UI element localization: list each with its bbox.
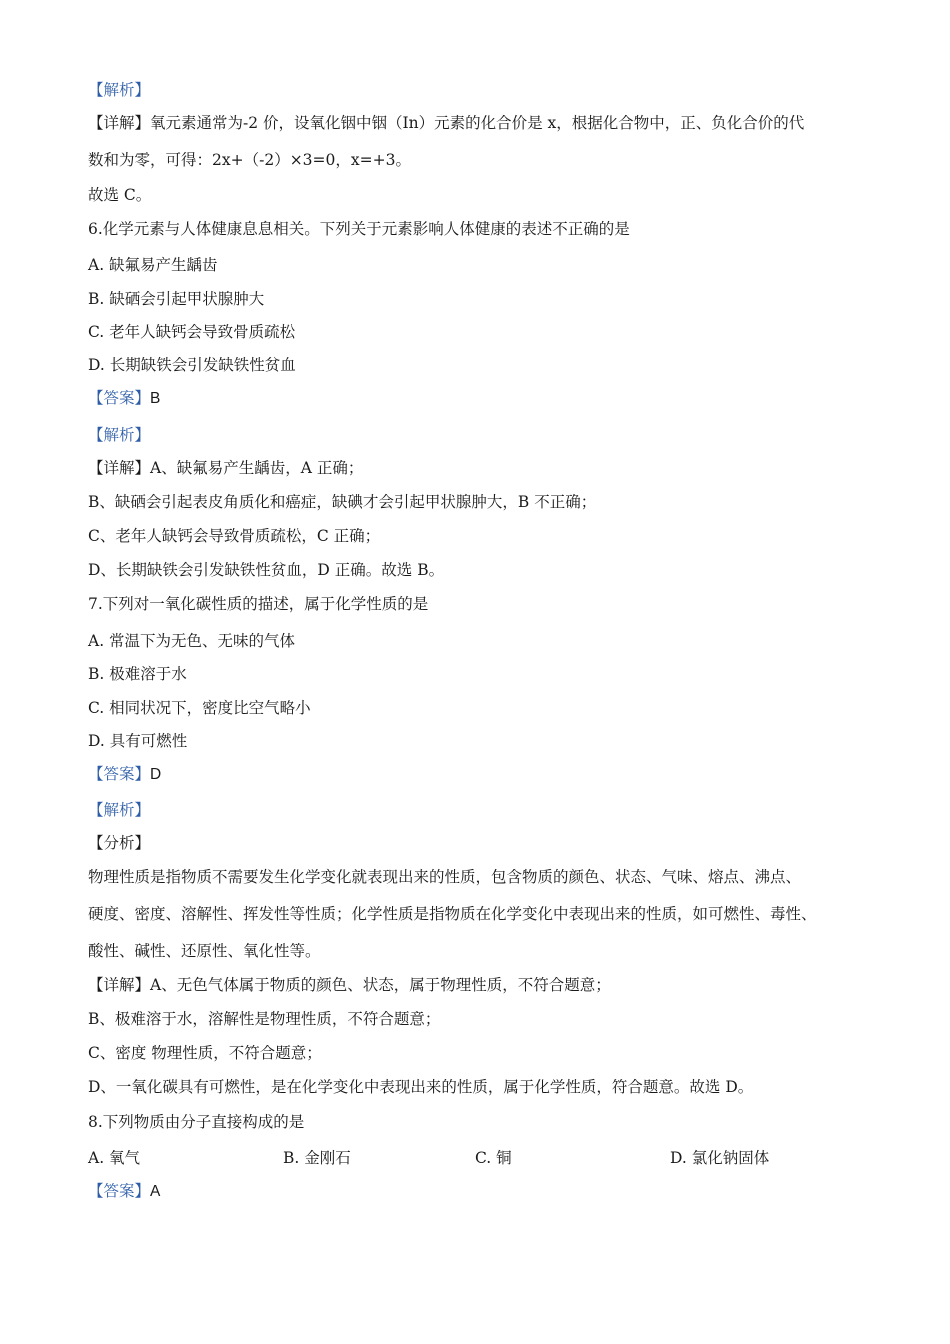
q7-detail-2: B、极难溶于水，溶解性是物理性质，不符合题意； bbox=[88, 1010, 441, 1028]
q8-stem: 8.下列物质由分子直接构成的是 bbox=[88, 1113, 305, 1131]
q7-option-b: B. 极难溶于水 bbox=[88, 665, 187, 683]
q5-detail-line-1: 【详解】氧元素通常为-2 价，设氧化铟中铟（In）元素的化合价是 x，根据化合物中，正、负化合价的代 bbox=[88, 114, 805, 132]
q5-detail-line-2: 数和为零，可得：2x+（-2）×3=0，x=+3。 bbox=[88, 151, 411, 169]
q7-answer-row bbox=[88, 764, 161, 785]
q6-option-b: B. 缺硒会引起甲状腺肿大 bbox=[88, 290, 265, 308]
q8-option-a: A. 氧气 bbox=[88, 1149, 141, 1167]
q6-answer-value: B bbox=[150, 390, 161, 407]
q5-conclusion: 故选 C。 bbox=[88, 186, 152, 204]
q7-stem: 7.下列对一氧化碳性质的描述，属于化学性质的是 bbox=[88, 595, 429, 613]
q7-option-d: D. 具有可燃性 bbox=[88, 732, 188, 750]
q6-detail-3: C、老年人缺钙会导致骨质疏松，C 正确； bbox=[88, 527, 381, 545]
q7-fenxi-tag: 【分析】 bbox=[88, 834, 151, 852]
q7-detail-1: 【详解】A、无色气体属于物质的颜色、状态，属于物理性质，不符合题意； bbox=[88, 976, 611, 994]
q8-options-row bbox=[88, 1148, 868, 1168]
q7-fenxi-2: 硬度、密度、溶解性、挥发性等性质；化学性质是指物质在化学变化中表现出来的性质，如可燃性、毒性、 bbox=[88, 905, 817, 923]
q7-option-c: C. 相同状况下，密度比空气略小 bbox=[88, 699, 311, 717]
q8-option-c: C. 铜 bbox=[475, 1149, 512, 1167]
q8-answer-row bbox=[88, 1181, 160, 1202]
q7-analysis-tag: 【解析】 bbox=[88, 801, 151, 819]
q7-option-a: A. 常温下为无色、无味的气体 bbox=[88, 632, 296, 650]
q6-detail-4: D、长期缺铁会引发缺铁性贫血，D 正确。故选 B。 bbox=[88, 561, 445, 579]
q8-option-b: B. 金刚石 bbox=[283, 1149, 351, 1167]
q7-fenxi-1: 物理性质是指物质不需要发生化学变化就表现出来的性质，包含物质的颜色、状态、气味、熔点、沸点、 bbox=[88, 868, 802, 886]
q6-answer-row bbox=[88, 388, 160, 409]
q5-analysis-tag: 【解析】 bbox=[88, 81, 151, 99]
q7-detail-4: D、一氧化碳具有可燃性，是在化学变化中表现出来的性质，属于化学性质，符合题意。故选 D。 bbox=[88, 1078, 754, 1096]
q6-option-c: C. 老年人缺钙会导致骨质疏松 bbox=[88, 323, 296, 341]
q6-detail-2: B、缺硒会引起表皮角质化和癌症，缺碘才会引起甲状腺肿大，B 不正确； bbox=[88, 493, 597, 511]
q6-stem: 6.化学元素与人体健康息息相关。下列关于元素影响人体健康的表述不正确的是 bbox=[88, 220, 630, 238]
q6-analysis-tag: 【解析】 bbox=[88, 426, 151, 444]
q6-detail-1: 【详解】A、缺氟易产生龋齿，A 正确； bbox=[88, 459, 364, 477]
q6-option-a: A. 缺氟易产生龋齿 bbox=[88, 256, 218, 274]
q8-option-d: D. 氯化钠固体 bbox=[670, 1149, 770, 1167]
q7-detail-3: C、密度 物理性质，不符合题意； bbox=[88, 1044, 322, 1062]
q7-fenxi-3: 酸性、碱性、还原性、氧化性等。 bbox=[88, 942, 321, 960]
q8-answer-value: A bbox=[150, 1183, 161, 1200]
q7-answer-tag: 【答案】 bbox=[88, 765, 151, 783]
q6-option-d: D. 长期缺铁会引发缺铁性贫血 bbox=[88, 356, 296, 374]
q7-answer-value: D bbox=[150, 766, 162, 783]
q6-answer-tag: 【答案】 bbox=[88, 389, 151, 407]
q8-answer-tag: 【答案】 bbox=[88, 1182, 151, 1200]
